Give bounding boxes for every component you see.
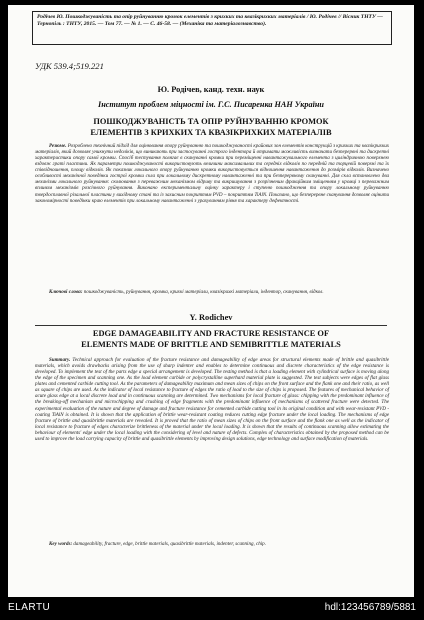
section-divider bbox=[35, 325, 387, 326]
keywords-ua-label: Ключові слова: bbox=[49, 289, 83, 295]
institute-ua: Інститут проблем міцності ім. Г.С. Писаренка НАН України bbox=[98, 100, 324, 109]
summary-en-label: Summary. bbox=[49, 357, 71, 363]
summary-en bbox=[35, 357, 389, 442]
title-en-line1: EDGE DAMAGEABILITY AND FRACTURE RESISTANCE OF bbox=[92, 329, 330, 338]
author-en: Y. Rodichev bbox=[189, 313, 233, 322]
abstract-ua-label: Резюме. bbox=[49, 143, 67, 149]
abstract-ua-text: Розроблено технічний підхід для оцінювання опору руйнуванню та пошкоджуваності крайових зон елементів конструкцій з крихких та квазікрихких матеріалів, який дозволяє уникнути недоліків, що виникають при застосуванні гострого індентора й отримати можливість визначати безперервні та дискретні характеристики опору самої кромки. Спосіб тестування полягає в скануванні кромки при переміщенні навантажувального елемента з циліндричною поверхнею вздовж граті пластини. Як параметри пошкоджуваності використовують величини максимальних та середніх відколів по передній та торцевій поверхні та їх співвідношення, площу відколів. Як показник локального опору руйнуванню кромки використовується відношення навантаження до розмірів відколів. Визначено особливості механічної поведінки гострої кромки скла при локальному дискретному навантаженні та при безперервному скануванні. Для скла встановлено два механізми локального руйнування: сколювання з переважним механізмом відриву та викришування з розрізненим фракційним зміщенням у кромці з переважним впливом механізмів розсічного руйнування. Виконано експериментальну оцінку характеру і ступеню пошкодження та опору локальному руйнуванню твердосплавної різальної пластини у вихідному стані та із захисним покриттям PVD – покриттям TiAlN. Показано, що безперервне сканування дозволяє оцінити закономірності поведінки краю елементів при локальному навантаженні з урахуванням рівня та характеру дефектності. bbox=[35, 143, 390, 204]
udc-code: УДК 539.4;519.221 bbox=[35, 61, 104, 71]
keywords-en-text: damageability, fracture, edge, brittle materials, quasibrittle materials, indenter, scanning, chip. bbox=[73, 541, 266, 547]
keywords-ua-text: пошкоджуваність, руйнування, кромка, крихкі матеріали, квазікрихкі матеріали, індентор, сканування, відкол. bbox=[83, 289, 324, 295]
summary-en-text: Technical approach for evaluation of the fracture resistance and damageability of edge areas for structural elements made of brittle and quasibrittle materials, which avoids drawbacks arising from the use of sharp indenter and enables to determine continuous and discrete characteristics of the edge resistance is developed. To implement the test of the parts edge a special arrangement is developed. The testing method is that a loading element with cylindrical surface is moving along the edge of the specimen and scanning one. As the load element carbide or polycrystalline superhard material plate is suggested. The test subjects were edges of flat glass plates and cemented carbide cutting tool. As the parameters of damageability maximum and mean sizes of chips on the front surface and the flank one and their ratio, as well as square of chips are used. As the indicator of local resistance to fracture of edges the ratio of load to the size of chips is proposed. The features of mechanical behavior of acute glass edge at a local discrete load and in continuous scanning are determined. Two mechanisms for local fracture of glass: chipping with the predominant influence of the breaking-off mechanism and microchipping and crushing of edge fragments with the predominant influence of mechanisms of scattered fracture were detected. The experimental evaluation of the nature and degree of damage and fracture resistance for cemented carbide cutting tool in its original condition and with wear-resistant PVD - coating TiAlN is obtained. It is shown that the application of brittle wear-resistant coating reduces cutting edge fracture under the local loading. The mechanisms of edge fracture of brittle and quasibrittle materials are revealed. It is proved that the ratio of mean sizes of chips on the front surface and the flank one as well as the indicator of local resistance to fracture of edges characterize brittleness of the material under the local loading. It is shown that the results of continuous scanning allow estimating the behaviour of elements' edge under the local loading with the considering of level and nature of defects. Complex of characteristics obtained by the proposed method can be used to improve the load carrying capacity of brittle and quasibrittle elements by improving design solutions, edge technology and surface modification of materials. bbox=[35, 357, 389, 442]
title-ua-line1: ПОШКОДЖУВАНІСТЬ ТА ОПІР РУЙНУВАННЮ КРОМОК bbox=[93, 117, 329, 126]
title-ua-line2: ЕЛЕМЕНТІВ З КРИХКИХ ТА КВАЗІКРИХКИХ МАТЕРІАЛІВ bbox=[90, 127, 332, 137]
abstract-ua bbox=[35, 143, 389, 204]
document-page bbox=[8, 5, 414, 597]
title-ua bbox=[28, 117, 394, 138]
author-ua: Ю. Родічев, канд. техн. наук bbox=[157, 85, 265, 94]
keywords-en bbox=[35, 541, 389, 547]
title-en-line2: ELEMENTS MADE OF BRITTLE AND SEMIBRITTLE MATERIALS bbox=[81, 339, 341, 349]
title-en bbox=[28, 329, 394, 350]
keywords-en-label: Key words: bbox=[49, 541, 73, 547]
keywords-ua bbox=[35, 289, 389, 295]
citation-box bbox=[32, 11, 392, 45]
footer-repository-name: ELARTU bbox=[8, 602, 51, 613]
citation-text: Родічев Ю. Пошкоджуваність та опір руйнуванню кромок елементів з крихких та квазікрихких матеріалів / Ю. Родічев // Вісник ТНТУ — Тернопіль : ТНТУ, 2015. — Том 77. — № 1. — С. 46-58. — (Механіка та матеріалознавство). bbox=[37, 14, 383, 27]
footer-handle-link[interactable]: hdl:123456789/5881 bbox=[324, 602, 416, 613]
